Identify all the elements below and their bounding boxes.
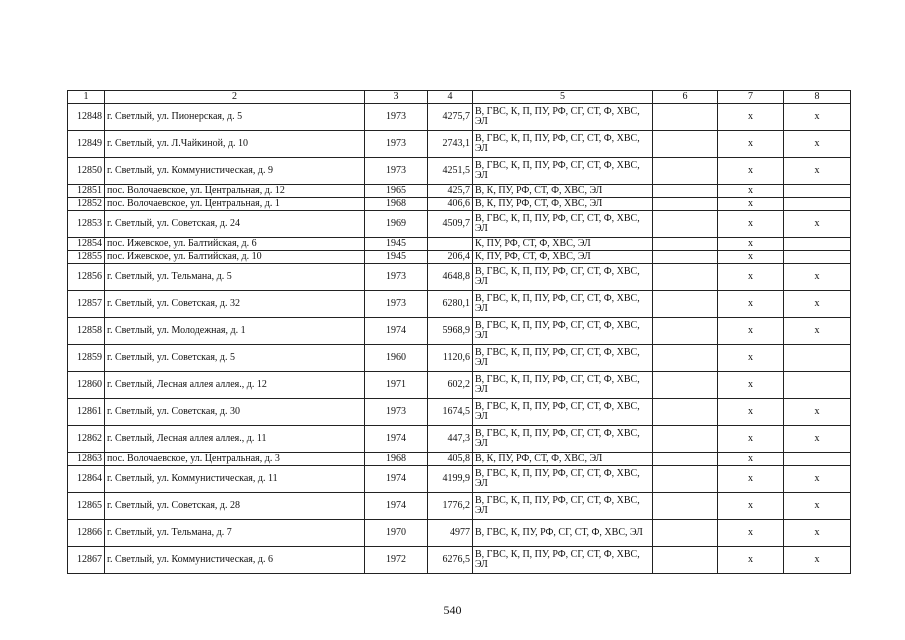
cell-area: 4509,7 xyxy=(428,211,473,238)
cell-col8: х xyxy=(784,104,851,131)
cell-col7: х xyxy=(718,520,784,547)
cell-services: В, ГВС, К, ПУ, РФ, СГ, СТ, Ф, ХВС, ЭЛ xyxy=(473,520,653,547)
cell-area: 6276,5 xyxy=(428,547,473,574)
cell-col8: х xyxy=(784,493,851,520)
cell-col7: х xyxy=(718,426,784,453)
cell-col8 xyxy=(784,238,851,251)
cell-year: 1945 xyxy=(365,251,428,264)
cell-col6 xyxy=(653,493,718,520)
column-header-3: 3 xyxy=(365,91,428,104)
column-header-8: 8 xyxy=(784,91,851,104)
cell-col7: х xyxy=(718,158,784,185)
cell-id: 12860 xyxy=(68,372,105,399)
cell-col8: х xyxy=(784,131,851,158)
cell-col7: х xyxy=(718,399,784,426)
cell-col6 xyxy=(653,372,718,399)
table-row xyxy=(68,466,851,493)
cell-col8: х xyxy=(784,211,851,238)
cell-services: В, К, ПУ, РФ, СТ, Ф, ХВС, ЭЛ xyxy=(473,198,653,211)
column-header-5: 5 xyxy=(473,91,653,104)
cell-id: 12852 xyxy=(68,198,105,211)
cell-services: В, ГВС, К, П, ПУ, РФ, СГ, СТ, Ф, ХВС, ЭЛ xyxy=(473,547,653,574)
table-row xyxy=(68,104,851,131)
cell-area: 406,6 xyxy=(428,198,473,211)
cell-col6 xyxy=(653,158,718,185)
cell-services: В, ГВС, К, П, ПУ, РФ, СГ, СТ, Ф, ХВС, ЭЛ xyxy=(473,158,653,185)
cell-address: г. Светлый, ул. Молодежная, д. 1 xyxy=(105,318,365,345)
cell-col8 xyxy=(784,372,851,399)
cell-col8: х xyxy=(784,547,851,574)
cell-id: 12851 xyxy=(68,185,105,198)
table-row xyxy=(68,345,851,372)
header-row xyxy=(68,91,851,104)
cell-year: 1974 xyxy=(365,318,428,345)
cell-col8: х xyxy=(784,426,851,453)
cell-id: 12855 xyxy=(68,251,105,264)
cell-col8 xyxy=(784,198,851,211)
cell-id: 12856 xyxy=(68,264,105,291)
cell-col7: х xyxy=(718,372,784,399)
cell-address: пос. Волочаевское, ул. Центральная, д. 1 xyxy=(105,198,365,211)
cell-year: 1974 xyxy=(365,466,428,493)
cell-year: 1945 xyxy=(365,238,428,251)
cell-year: 1971 xyxy=(365,372,428,399)
cell-col8: х xyxy=(784,264,851,291)
cell-col6 xyxy=(653,345,718,372)
cell-year: 1973 xyxy=(365,131,428,158)
cell-id: 12859 xyxy=(68,345,105,372)
cell-address: пос. Ижевское, ул. Балтийская, д. 6 xyxy=(105,238,365,251)
cell-area: 1776,2 xyxy=(428,493,473,520)
cell-col6 xyxy=(653,453,718,466)
cell-col7: х xyxy=(718,264,784,291)
table-row xyxy=(68,520,851,547)
cell-address: г. Светлый, ул. Советская, д. 28 xyxy=(105,493,365,520)
cell-address: г. Светлый, ул. Коммунистическая, д. 11 xyxy=(105,466,365,493)
cell-services: В, ГВС, К, П, ПУ, РФ, СГ, СТ, Ф, ХВС, ЭЛ xyxy=(473,291,653,318)
cell-services: В, ГВС, К, П, ПУ, РФ, СГ, СТ, Ф, ХВС, ЭЛ xyxy=(473,466,653,493)
cell-area: 425,7 xyxy=(428,185,473,198)
cell-address: пос. Волочаевское, ул. Центральная, д. 3 xyxy=(105,453,365,466)
cell-col7: х xyxy=(718,318,784,345)
table-row xyxy=(68,158,851,185)
cell-area: 602,2 xyxy=(428,372,473,399)
cell-col8: х xyxy=(784,399,851,426)
cell-col8: х xyxy=(784,318,851,345)
cell-col8 xyxy=(784,251,851,264)
cell-address: пос. Волочаевское, ул. Центральная, д. 12 xyxy=(105,185,365,198)
cell-col7: х xyxy=(718,211,784,238)
cell-services: В, ГВС, К, П, ПУ, РФ, СГ, СТ, Ф, ХВС, ЭЛ xyxy=(473,211,653,238)
table-row xyxy=(68,426,851,453)
cell-address: г. Светлый, ул. Пионерская, д. 5 xyxy=(105,104,365,131)
cell-services: В, ГВС, К, П, ПУ, РФ, СГ, СТ, Ф, ХВС, ЭЛ xyxy=(473,264,653,291)
cell-id: 12862 xyxy=(68,426,105,453)
cell-col7: х xyxy=(718,291,784,318)
cell-id: 12857 xyxy=(68,291,105,318)
cell-col8: х xyxy=(784,520,851,547)
cell-col7: х xyxy=(718,131,784,158)
cell-area: 4275,7 xyxy=(428,104,473,131)
cell-id: 12858 xyxy=(68,318,105,345)
table-row xyxy=(68,198,851,211)
cell-address: г. Светлый, ул. Советская, д. 32 xyxy=(105,291,365,318)
cell-year: 1973 xyxy=(365,264,428,291)
cell-col8: х xyxy=(784,158,851,185)
column-header-7: 7 xyxy=(718,91,784,104)
table-row xyxy=(68,453,851,466)
table-body xyxy=(68,104,851,574)
cell-services: К, ПУ, РФ, СТ, Ф, ХВС, ЭЛ xyxy=(473,238,653,251)
cell-col7: х xyxy=(718,547,784,574)
cell-address: пос. Ижевское, ул. Балтийская, д. 10 xyxy=(105,251,365,264)
cell-col8 xyxy=(784,185,851,198)
cell-col6 xyxy=(653,291,718,318)
table-row xyxy=(68,291,851,318)
cell-year: 1973 xyxy=(365,399,428,426)
cell-col6 xyxy=(653,318,718,345)
cell-address: г. Светлый, Лесная аллея аллея., д. 12 xyxy=(105,372,365,399)
cell-services: В, К, ПУ, РФ, СТ, Ф, ХВС, ЭЛ xyxy=(473,453,653,466)
cell-id: 12848 xyxy=(68,104,105,131)
cell-col7: х xyxy=(718,345,784,372)
table-row xyxy=(68,185,851,198)
cell-col6 xyxy=(653,238,718,251)
cell-area: 206,4 xyxy=(428,251,473,264)
cell-id: 12865 xyxy=(68,493,105,520)
cell-col6 xyxy=(653,251,718,264)
cell-col6 xyxy=(653,185,718,198)
cell-services: В, ГВС, К, П, ПУ, РФ, СГ, СТ, Ф, ХВС, ЭЛ xyxy=(473,399,653,426)
cell-year: 1973 xyxy=(365,158,428,185)
cell-area: 5968,9 xyxy=(428,318,473,345)
cell-year: 1974 xyxy=(365,493,428,520)
column-header-6: 6 xyxy=(653,91,718,104)
table-row xyxy=(68,251,851,264)
table-row xyxy=(68,493,851,520)
cell-col6 xyxy=(653,547,718,574)
cell-col7: х xyxy=(718,251,784,264)
cell-area: 4977 xyxy=(428,520,473,547)
table-row xyxy=(68,547,851,574)
cell-col6 xyxy=(653,466,718,493)
cell-col8: х xyxy=(784,291,851,318)
table-row xyxy=(68,238,851,251)
cell-id: 12867 xyxy=(68,547,105,574)
cell-col7: х xyxy=(718,185,784,198)
cell-area: 2743,1 xyxy=(428,131,473,158)
table-row xyxy=(68,318,851,345)
cell-id: 12864 xyxy=(68,466,105,493)
cell-address: г. Светлый, Лесная аллея аллея., д. 11 xyxy=(105,426,365,453)
cell-id: 12861 xyxy=(68,399,105,426)
cell-id: 12866 xyxy=(68,520,105,547)
cell-area: 405,8 xyxy=(428,453,473,466)
table-row xyxy=(68,399,851,426)
cell-services: В, ГВС, К, П, ПУ, РФ, СГ, СТ, Ф, ХВС, ЭЛ xyxy=(473,493,653,520)
cell-col6 xyxy=(653,198,718,211)
cell-col8 xyxy=(784,453,851,466)
cell-col7: х xyxy=(718,198,784,211)
cell-col8 xyxy=(784,345,851,372)
cell-area: 6280,1 xyxy=(428,291,473,318)
cell-area: 4251,5 xyxy=(428,158,473,185)
cell-id: 12863 xyxy=(68,453,105,466)
cell-year: 1974 xyxy=(365,426,428,453)
cell-area: 4648,8 xyxy=(428,264,473,291)
cell-year: 1968 xyxy=(365,198,428,211)
column-header-2: 2 xyxy=(105,91,365,104)
cell-area: 4199,9 xyxy=(428,466,473,493)
cell-area: 1120,6 xyxy=(428,345,473,372)
cell-year: 1965 xyxy=(365,185,428,198)
cell-address: г. Светлый, ул. Коммунистическая, д. 9 xyxy=(105,158,365,185)
cell-services: В, ГВС, К, П, ПУ, РФ, СГ, СТ, Ф, ХВС, ЭЛ xyxy=(473,131,653,158)
cell-area: 1674,5 xyxy=(428,399,473,426)
cell-id: 12853 xyxy=(68,211,105,238)
cell-col6 xyxy=(653,104,718,131)
cell-year: 1973 xyxy=(365,104,428,131)
cell-id: 12850 xyxy=(68,158,105,185)
cell-address: г. Светлый, ул. Советская, д. 5 xyxy=(105,345,365,372)
column-header-1: 1 xyxy=(68,91,105,104)
column-header-4: 4 xyxy=(428,91,473,104)
cell-col7: х xyxy=(718,466,784,493)
cell-address: г. Светлый, ул. Советская, д. 24 xyxy=(105,211,365,238)
cell-col6 xyxy=(653,131,718,158)
cell-area: 447,3 xyxy=(428,426,473,453)
cell-year: 1970 xyxy=(365,520,428,547)
cell-services: В, ГВС, К, П, ПУ, РФ, СГ, СТ, Ф, ХВС, ЭЛ xyxy=(473,345,653,372)
cell-address: г. Светлый, ул. Тельмана, д. 5 xyxy=(105,264,365,291)
cell-col6 xyxy=(653,399,718,426)
page-number: 540 xyxy=(443,603,462,617)
cell-col7: х xyxy=(718,104,784,131)
table-row xyxy=(68,131,851,158)
cell-year: 1973 xyxy=(365,291,428,318)
cell-id: 12854 xyxy=(68,238,105,251)
cell-address: г. Светлый, ул. Коммунистическая, д. 6 xyxy=(105,547,365,574)
cell-col6 xyxy=(653,426,718,453)
cell-col6 xyxy=(653,211,718,238)
cell-address: г. Светлый, ул. Советская, д. 30 xyxy=(105,399,365,426)
cell-address: г. Светлый, ул. Тельмана, д. 7 xyxy=(105,520,365,547)
table-row xyxy=(68,211,851,238)
cell-address: г. Светлый, ул. Л.Чайкиной, д. 10 xyxy=(105,131,365,158)
cell-services: В, К, ПУ, РФ, СТ, Ф, ХВС, ЭЛ xyxy=(473,185,653,198)
cell-services: К, ПУ, РФ, СТ, Ф, ХВС, ЭЛ xyxy=(473,251,653,264)
cell-col7: х xyxy=(718,493,784,520)
cell-area xyxy=(428,238,473,251)
cell-year: 1960 xyxy=(365,345,428,372)
cell-services: В, ГВС, К, П, ПУ, РФ, СГ, СТ, Ф, ХВС, ЭЛ xyxy=(473,104,653,131)
table-row xyxy=(68,372,851,399)
cell-col7: х xyxy=(718,238,784,251)
cell-year: 1972 xyxy=(365,547,428,574)
cell-services: В, ГВС, К, П, ПУ, РФ, СГ, СТ, Ф, ХВС, ЭЛ xyxy=(473,372,653,399)
cell-col6 xyxy=(653,264,718,291)
cell-col8: х xyxy=(784,466,851,493)
cell-year: 1968 xyxy=(365,453,428,466)
cell-col7: х xyxy=(718,453,784,466)
cell-year: 1969 xyxy=(365,211,428,238)
table-row xyxy=(68,264,851,291)
cell-services: В, ГВС, К, П, ПУ, РФ, СГ, СТ, Ф, ХВС, ЭЛ xyxy=(473,426,653,453)
cell-col6 xyxy=(653,520,718,547)
cell-services: В, ГВС, К, П, ПУ, РФ, СГ, СТ, Ф, ХВС, ЭЛ xyxy=(473,318,653,345)
housing-register-table xyxy=(67,90,851,574)
cell-id: 12849 xyxy=(68,131,105,158)
